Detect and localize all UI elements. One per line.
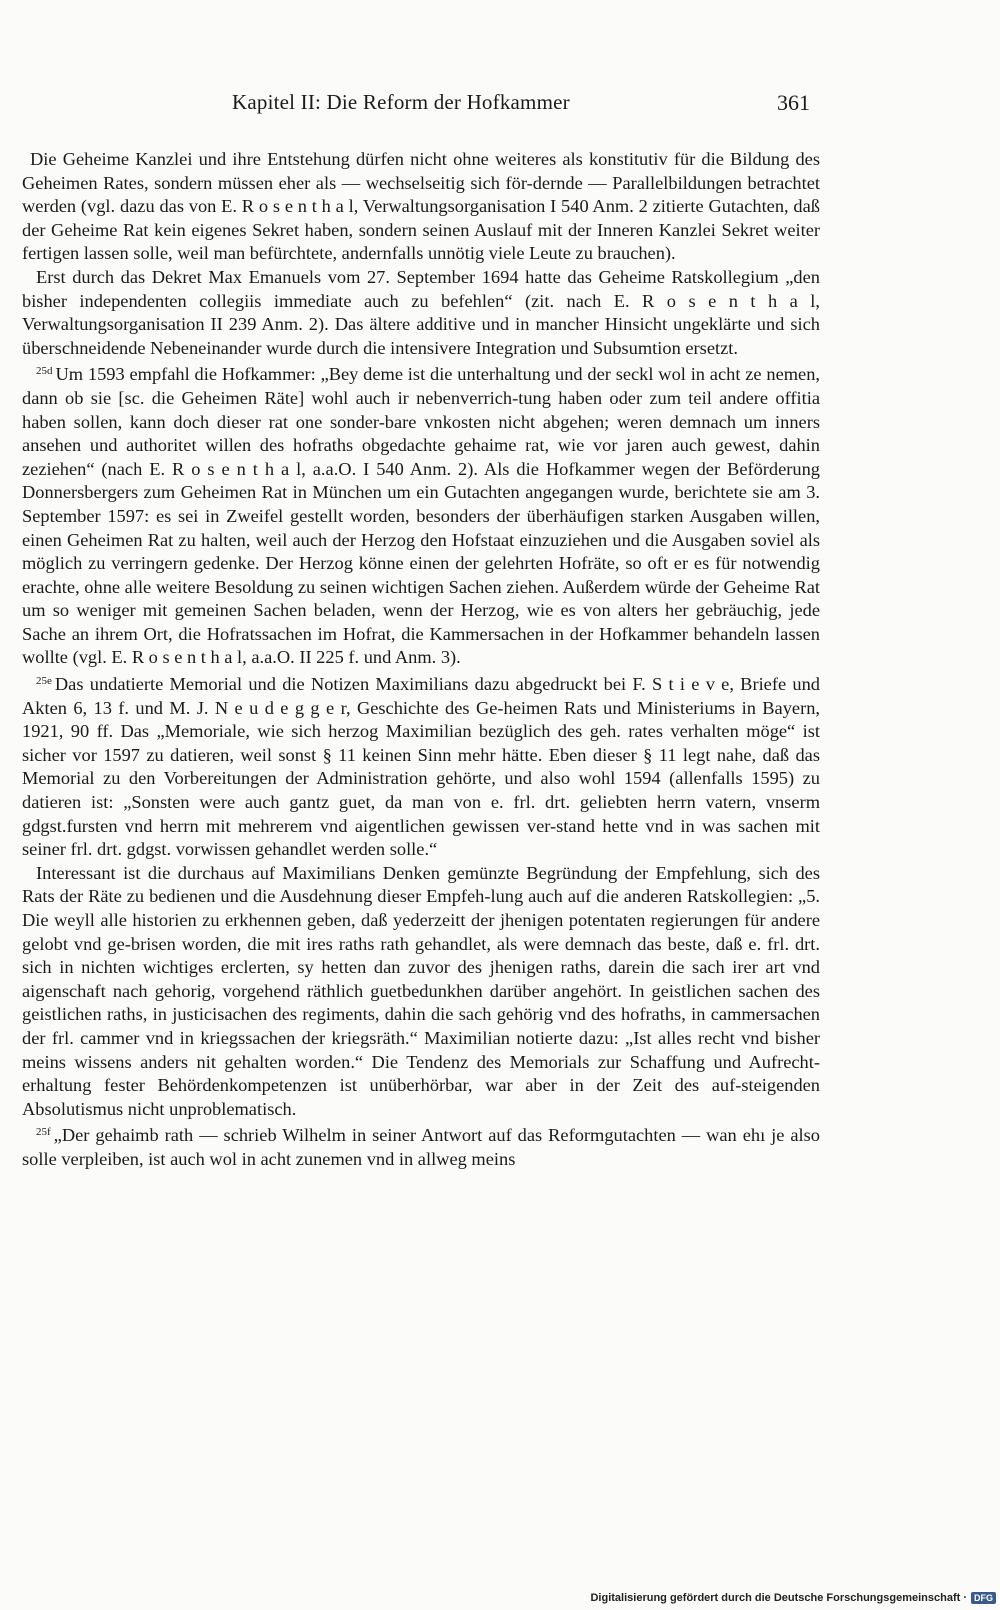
footnote-25e	[22, 670, 820, 862]
footnote-marker: 25e	[36, 675, 52, 688]
paragraph-text: Die Geheime Kanzlei und ihre Entstehung dürfen nicht ohne weiteres als konstitutiv für die Bildung des Geheimen Rates, sondern müssen eher als — wechselseitig sich för-dernde — Parallelbildungen betrachtet werden (vgl. dazu das von E. R o s e n t h a l, Verwaltungsorganisation I 540 Anm. 2 zitierte Gutachten, daß der Geheime Rat kein eigenes Sekret haben, sondern seinen Auslauf mit der Inneren Kanzlei Sekret weiter fertigen lassen solle, weil man befürchtete, andernfalls unnötig viele Leute zu brauchen).	[22, 149, 820, 264]
paragraph-text: „Der gehaimb rath — schrieb Wilhelm in seiner Antwort auf das Reformgutachten — wan ehı je also solle verpleiben, ist auch wol in acht zunemen vnd in allweg meins	[22, 1125, 820, 1169]
digitization-credit	[590, 1590, 996, 1606]
page-number: 361	[777, 90, 810, 115]
paragraph-text: Erst durch das Dekret Max Emanuels vom 27. September 1694 hatte das Geheime Ratskollegium „den bisher independenten collegiis immediate auch zu befehlen“ (zit. nach E. R o s e n t h a l, Verwaltungsorganisation II 239 Anm. 2). Das ältere additive und in mancher Hinsicht ungeklärte und sich überschneidende Nebeneinander wurde durch die intensivere Integration und Subsumtion ersetzt.	[22, 266, 820, 358]
paragraph	[22, 148, 820, 266]
paragraph-text: Interessant ist die durchaus auf Maximilians Denken gemünzte Begründung der Empfehlung, sich des Rats der Räte zu bedienen und die Ausdehnung dieser Empfeh-lung auch auf die anderen Ratskollegien: „5. Die weyll alle historien zu erkhennen geben, daß yederzeitt der jhenigen potentaten regierungen für andere gelobt vnd ge-brisen worden, die mit ires raths rath gehandlet, als were demnach das beste, daß e. frl. drt. sich in nichten wichtiges erclerten, sy hetten dan zuvor des jhenigen raths, darein die sach irer art vnd aigenschaft nach gehorig, vorgehend räthlich guetbedunkhen darüber angehört. In geistlichen sachen des geistlichen raths, in justicisachen des regiments, dahin die sach gehörig vnd des hofraths, in cammersachen der frl. cammer vnd in kriegssachen der kriegsräth.“ Maximilian notierte dazu: „Ist alles recht vnd bisher meins wissens anders nit gehalten worden.“ Die Tendenz des Memorials zur Schaffung und Aufrecht-erhaltung fester Behördenkompetenzen ist unüberhörbar, war aber in der Zeit des auf-steigenden Absolutismus nicht unproblematisch.	[22, 862, 820, 1119]
page-header	[0, 90, 1000, 120]
footnote-marker: 25f	[36, 1126, 51, 1139]
paragraph	[22, 266, 820, 360]
paragraph-text: Das undatierte Memorial und die Notizen Maximilians dazu abgedruckt bei F. S t i e v e, Briefe und Akten 6, 13 f. und M. J. N e u d e g g e r, Geschichte des Ge-heimen Rats und Ministeriums in Bayern, 1921, 90 ff. Das „Memoriale, wie sich herzog Maximilian bezüglich des geh. rates verhalten möge“ ist sicher vor 1597 zu datieren, weil sonst § 11 keinen Sinn mehr hätte. Eben dieser § 11 legt nahe, daß das Memorial zu den Vorbereitungen der Administration gehörte, und also wohl 1594 (allenfalls 1595) zu datieren ist: „Sonsten were auch gantz guet, da man von e. frl. drt. geliebten herrn vatern, vnserm gdgst.fursten vnd herrn mit mehrerem vnd aigentlichen gewissen ver-stand hette vnd in was sachen mit seiner frl. drt. gdgst. vorwissen gehandlet werden solle.“	[22, 674, 820, 860]
footnote-marker: 25d	[36, 365, 53, 378]
paragraph-text: Um 1593 empfahl die Hofkammer: „Bey deme ist die unterhaltung und der seckl wol in acht ze nemen, dann ob sie [sc. die Geheimen Räte] wohl auch ir nebenverrich-tung haben oder zum teil andere offitia haben sollen, kann doch dieser rat one sonder-bare vnkosten nicht abgehen; weren demnach um inners ansehen und authoritet willen des hofraths obgedachte gehaime rat, wie vor jaren auch gewest, dahin zeziehen“ (nach E. R o s e n t h a l, a.a.O. I 540 Anm. 2). Als die Hofkammer wegen der Beförderung Donnersbergers zum Geheimen Rat in München um ein Gutachten angegangen wurde, berichtete sie am 3. September 1597: es sei in Zweifel gestellt worden, besonders der überhäufigen starken Ausgaben willen, einen Geheimen Rat zu halten, weil auch der Herzog den Hofstaat einzuziehen und die Ausgaben soviel als möglich zu verringern gedenke. Der Herzog könne einen der gelehrten Hofräte, so oft er es für notwendig erachte, ohne alle weitere Besoldung zu seinen wichtigen Sachen ziehen. Außerdem würde der Geheime Rat um so weniger mit gemeinen Sachen beladen, wenn der Herzog, wie es von alters her gebräuchig, jede Sache an ihrem Ort, die Hofratssachen im Hofrat, die Kammersachen in der Hofkammer behandeln lassen wollte (vgl. E. R o s e n t h a l, a.a.O. II 225 f. und Anm. 3).	[22, 364, 820, 668]
dfg-logo-icon: DFG	[971, 1592, 996, 1604]
credit-text: Digitalisierung gefördert durch die Deutsche Forschungsgemeinschaft ·	[590, 1592, 967, 1604]
footnote-25f	[22, 1121, 820, 1171]
running-title: Kapitel II: Die Reform der Hofkammer	[232, 90, 570, 114]
paragraph	[22, 862, 820, 1122]
body-text	[22, 148, 820, 1172]
footnote-25d	[22, 360, 820, 670]
